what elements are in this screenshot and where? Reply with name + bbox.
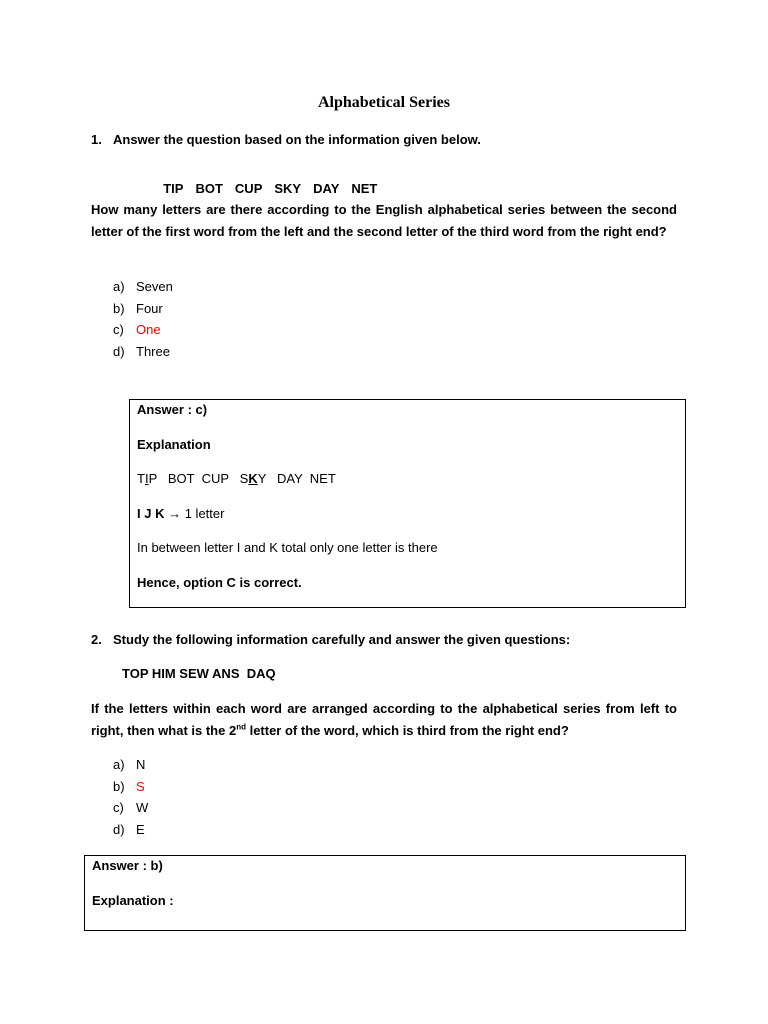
page-title: Alphabetical Series <box>318 94 450 111</box>
question-2-number: 2. <box>91 632 102 647</box>
option-d <box>113 341 173 363</box>
option-text: Three <box>136 344 170 360</box>
option-letter: d) <box>113 344 125 360</box>
letters-bold: I J K <box>137 506 165 521</box>
option-letter: c) <box>113 322 124 338</box>
word-part: P <box>148 471 158 486</box>
explanation-between-text: In between letter I and K total only one letter is there <box>137 540 438 555</box>
word-part: Y <box>257 471 267 486</box>
question-2-text-part2: letter of the word, which is third from the right end? <box>245 722 569 738</box>
option-b <box>113 776 148 798</box>
word: DAY <box>313 181 340 196</box>
word: TIP <box>163 181 184 196</box>
option-text: Four <box>136 300 163 316</box>
explanation-words-line <box>137 471 336 486</box>
letters-result: 1 letter <box>184 506 225 521</box>
question-2-heading <box>91 632 570 647</box>
option-c <box>113 319 173 341</box>
question-1-heading <box>91 132 481 147</box>
word: BOT <box>167 471 195 486</box>
option-a <box>113 754 148 776</box>
option-c <box>113 797 148 819</box>
question-2-options <box>113 754 148 841</box>
option-letter: a) <box>113 279 125 294</box>
question-1-options <box>113 276 173 363</box>
option-text: N <box>136 757 146 772</box>
question-2-heading-text: Study the following information carefully and answer the given questions: <box>113 632 571 647</box>
option-text: E <box>136 822 145 838</box>
word: SKY <box>274 181 302 196</box>
word: BOT <box>195 181 223 196</box>
word: NET <box>309 471 336 486</box>
option-text: W <box>136 800 149 816</box>
option-text: Seven <box>136 279 173 294</box>
word: CUP <box>201 471 229 486</box>
question-2-answer-box <box>84 855 686 931</box>
word-part: T <box>137 471 145 486</box>
word: DAY <box>277 471 303 486</box>
question-1-number: 1. <box>91 132 102 147</box>
question-2-words: TOP HIM SEW ANS DAQ <box>122 666 276 681</box>
option-letter: a) <box>113 757 125 772</box>
answer-label: Answer : c) <box>137 402 208 417</box>
explanation-label: Explanation <box>137 437 211 452</box>
word-part: S <box>239 471 249 486</box>
arrow-icon: → <box>168 506 182 521</box>
word: NET <box>351 181 378 196</box>
explanation-letters-line <box>137 506 224 521</box>
underlined-letter: I <box>144 471 149 486</box>
question-1-heading-text: Answer the question based on the information given below. <box>113 132 481 147</box>
option-text-correct: One <box>136 322 161 338</box>
underlined-letter: K <box>248 471 258 486</box>
question-2-sup: nd <box>236 722 246 732</box>
word: CUP <box>234 181 263 196</box>
option-letter: c) <box>113 800 124 816</box>
option-b <box>113 298 173 320</box>
question-2-text <box>91 698 677 741</box>
question-2-text-part1: If the letters within each word are arranged according to the alphabetical series from left to right, then what is the 2 <box>91 701 677 738</box>
option-letter: d) <box>113 822 125 838</box>
question-1-text: How many letters are there according to the English alphabetical series between the second letter of the first word from the left and the second letter of the third word from the right end? <box>91 202 677 239</box>
option-a <box>113 276 173 298</box>
question-1-words <box>156 166 389 196</box>
explanation-label: Explanation : <box>92 893 174 908</box>
question-1-answer-box <box>129 399 686 608</box>
option-letter: b) <box>113 778 125 794</box>
option-d <box>113 819 148 841</box>
explanation-conclusion: Hence, option C is correct. <box>137 575 302 590</box>
option-text-correct: S <box>136 778 145 794</box>
option-letter: b) <box>113 300 125 316</box>
answer-label: Answer : b) <box>92 858 163 873</box>
